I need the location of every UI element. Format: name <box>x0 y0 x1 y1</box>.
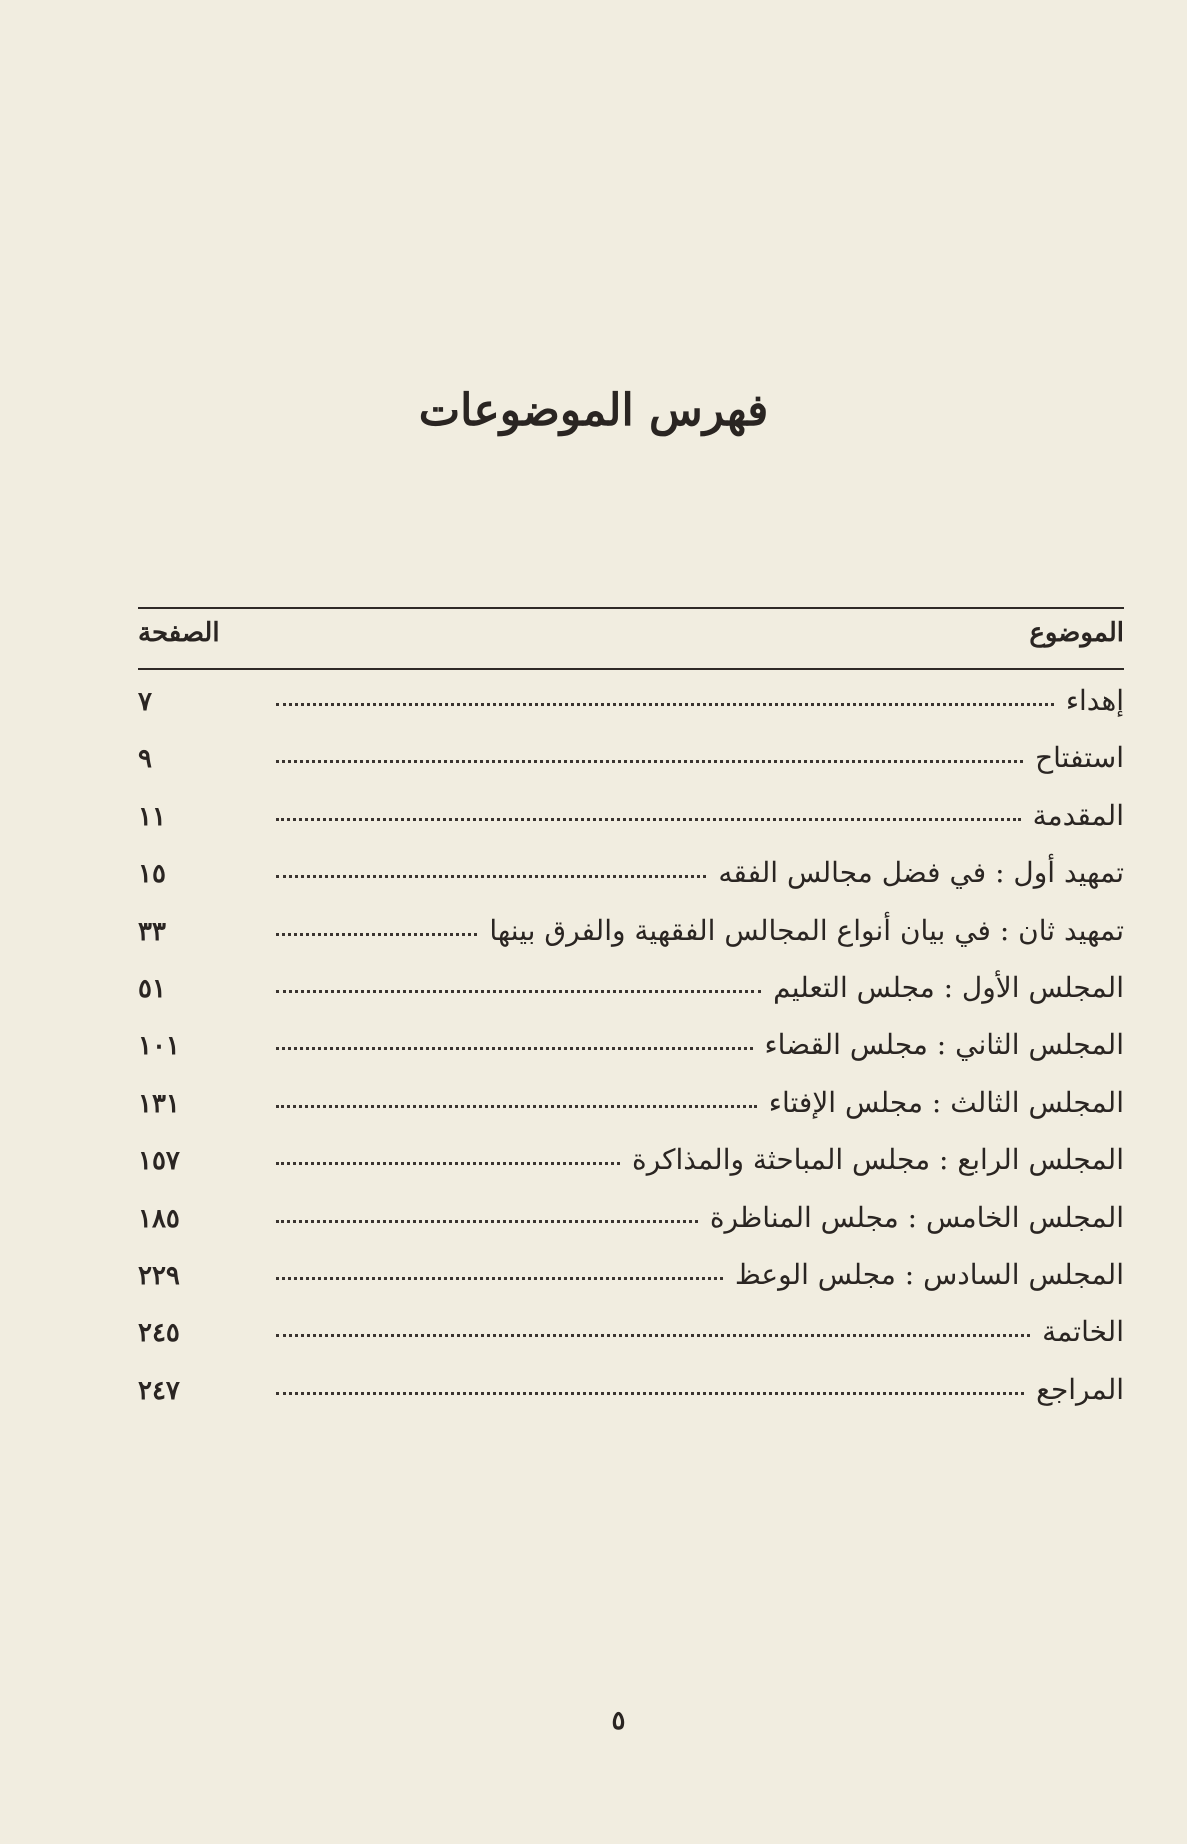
toc-list <box>138 684 1124 1430</box>
toc-entry-dedication[interactable] <box>138 684 1124 741</box>
toc-entry-page: ١٨٥ <box>138 1203 180 1234</box>
toc-entry-title: المجلس الأول : مجلس التعليم <box>773 970 1124 1004</box>
toc-entry-page: ٢٤٥ <box>138 1318 180 1349</box>
toc-entry-council-4[interactable] <box>138 1143 1124 1200</box>
toc-entry-title: تمهيد أول : في فضل مجالس الفقه <box>718 856 1124 890</box>
page-title: فهرس الموضوعات <box>418 385 769 436</box>
toc-entry-page: ٩ <box>138 744 152 775</box>
toc-entry-title: المراجع <box>1036 1372 1124 1406</box>
page-number: ٥ <box>611 1706 626 1736</box>
toc-entry-page: ٧ <box>138 687 152 717</box>
toc-entry-council-1[interactable] <box>138 971 1124 1028</box>
toc-entry-title: المجلس الخامس : مجلس المناظرة <box>709 1200 1124 1234</box>
toc-entry-page: ٢٢٩ <box>138 1260 180 1291</box>
dot-leader <box>276 818 1021 821</box>
toc-entry-title: المجلس الثاني : مجلس القضاء <box>764 1028 1124 1062</box>
toc-entry-page: ١٥٧ <box>138 1146 180 1177</box>
dot-leader <box>276 1334 1030 1337</box>
toc-entry-title: المجلس السادس : مجلس الوعظ <box>734 1257 1124 1291</box>
toc-entry-page: ١١ <box>138 801 166 832</box>
dot-leader <box>276 760 1023 763</box>
toc-entry-conclusion[interactable] <box>138 1315 1124 1372</box>
toc-entry-introduction[interactable] <box>138 799 1124 856</box>
toc-entry-council-2[interactable] <box>138 1028 1124 1085</box>
toc-entry-title: المجلس الثالث : مجلس الإفتاء <box>768 1085 1124 1119</box>
toc-entry-preface-2[interactable] <box>138 914 1124 971</box>
toc-entry-page: ١٠١ <box>138 1031 180 1062</box>
dot-leader <box>276 1105 757 1108</box>
toc-entry-page: ١٥ <box>138 859 166 890</box>
toc-entry-title: تمهيد ثان : في بيان أنواع المجالس الفقهية والفرق بينها <box>489 913 1124 947</box>
dot-leader <box>276 1392 1024 1395</box>
dot-leader <box>276 1047 753 1050</box>
dot-leader <box>276 990 761 993</box>
toc-entry-title: الخاتمة <box>1042 1315 1124 1349</box>
toc-entry-page: ٥١ <box>138 973 166 1004</box>
toc-entry-preface-1[interactable] <box>138 856 1124 913</box>
toc-entry-council-5[interactable] <box>138 1201 1124 1258</box>
toc-entry-council-3[interactable] <box>138 1086 1124 1143</box>
dot-leader <box>276 933 477 936</box>
toc-entry-title: المجلس الرابع : مجلس المباحثة والمذاكرة <box>632 1143 1124 1177</box>
toc-entry-page: ٢٤٧ <box>138 1375 180 1406</box>
dot-leader <box>276 1220 698 1223</box>
subject-column-label: الموضوع <box>1029 618 1124 648</box>
toc-entry-title: إهداء <box>1065 684 1124 717</box>
page-column-label: الصفحة <box>138 618 220 648</box>
dot-leader <box>276 875 706 878</box>
toc-entry-title: المقدمة <box>1032 798 1124 832</box>
toc-entry-opening[interactable] <box>138 741 1124 798</box>
toc-entry-title: استفتاح <box>1035 741 1124 775</box>
toc-entry-page: ١٣١ <box>138 1088 180 1119</box>
header-top-rule <box>138 607 1124 609</box>
header-bottom-rule <box>138 668 1124 670</box>
dot-leader <box>276 1162 620 1165</box>
toc-entry-page: ٣٣ <box>138 916 166 947</box>
toc-header <box>138 618 1124 658</box>
dot-leader <box>276 703 1054 706</box>
toc-entry-references[interactable] <box>138 1373 1124 1430</box>
toc-entry-council-6[interactable] <box>138 1258 1124 1315</box>
dot-leader <box>276 1277 723 1280</box>
